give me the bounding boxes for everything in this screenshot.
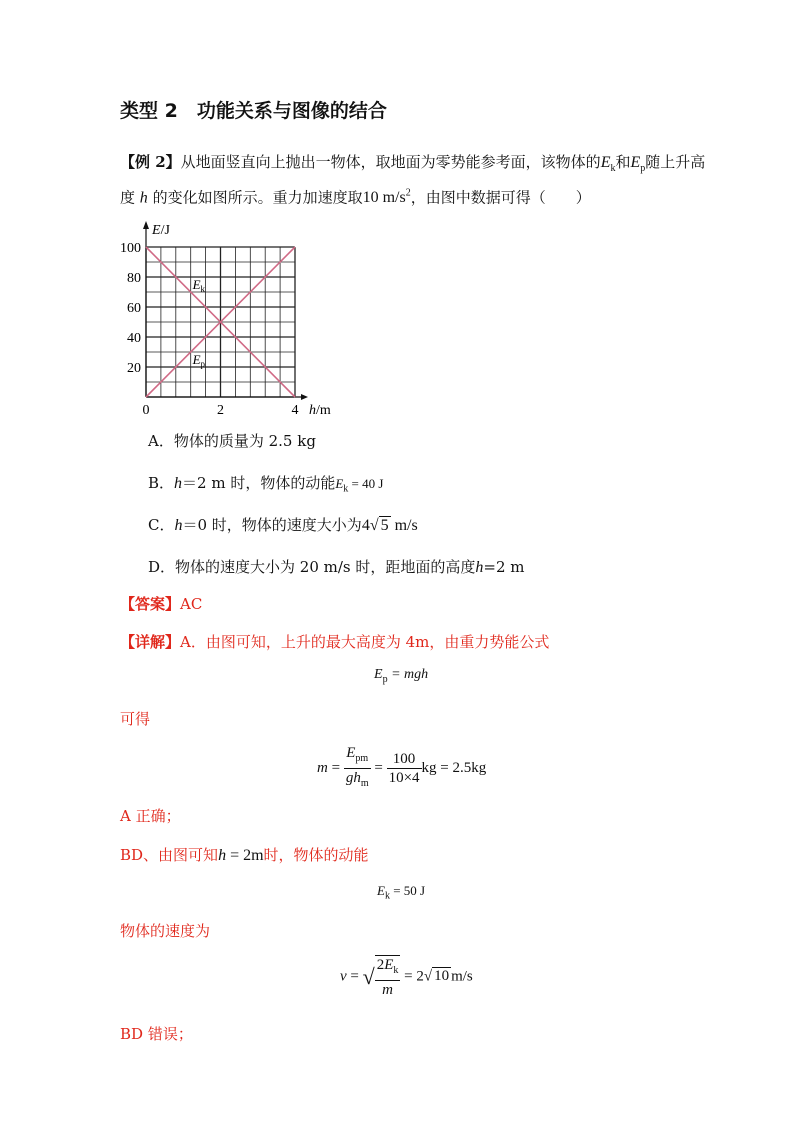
speed-text: 物体的速度为	[120, 922, 211, 940]
example-text: 从地面竖直向上抛出一物体，取地面为零势能参考面，该物体的	[180, 153, 601, 171]
bd-text-a: BD、由图可知	[120, 846, 219, 864]
chart-axes	[143, 221, 308, 400]
series-label-ek: $E_k$	[192, 277, 206, 294]
option-c-text: ＝0 时，物体的速度大小为	[182, 516, 362, 534]
y-tick-label: 20	[127, 361, 141, 376]
bd-text-b: 时，物体的动能	[263, 846, 369, 864]
option-b-h: h	[174, 475, 183, 492]
y-axis-label: E/J	[152, 223, 170, 238]
answer-label: 【答案】	[120, 595, 181, 613]
a-correct: A 正确；	[120, 807, 181, 825]
g-value: 10 $m/s^2$	[362, 188, 411, 207]
formula-speed: v = √ $\frac{2E_k}{m}$ = 2√ 10 m/s	[340, 957, 473, 998]
y-axis-arrow	[143, 221, 149, 229]
option-d-value: =2 m	[483, 558, 525, 576]
detail-label: 【详解】	[120, 633, 181, 651]
x-axis-arrow	[301, 394, 308, 400]
example-text-2c: ，由图中数据可得（ ）	[410, 188, 591, 207]
option-b	[148, 473, 383, 500]
option-b-label: B．	[148, 474, 175, 492]
bd-h-value: h = 2m	[218, 847, 264, 864]
x-tick-label: 2	[217, 403, 224, 418]
energy-height-chart	[110, 215, 350, 420]
and-text: 和	[615, 153, 631, 171]
option-a	[148, 431, 316, 451]
answer	[120, 594, 202, 614]
bd-wrong: BD 错误；	[120, 1025, 193, 1043]
option-b-text: ＝2 m 时，物体的动能	[182, 474, 336, 492]
example-line-1	[120, 152, 705, 179]
formula-mass: m = $\frac{E_{pm}}{gh_m}$ = $\frac{100}{10\times 4}$ kg = 2.5kg	[317, 745, 487, 789]
section-heading: 类型 2 功能关系与图像的结合	[120, 100, 387, 122]
example-tag: 【例 2】	[120, 153, 181, 171]
detail-line-1	[120, 632, 549, 652]
ep-symbol: $E_p$	[630, 154, 646, 175]
y-tick-label: 80	[127, 271, 141, 286]
detail-text: A．由图可知，上升的最大高度为 4m，由重力势能公式	[180, 633, 550, 651]
formula-ek-50: $E_k = 50$ J	[377, 883, 426, 902]
option-c-h: h	[174, 517, 183, 534]
option-c-speed: 4√ 5 m/s	[361, 517, 418, 534]
example-text-2a: 度	[120, 188, 136, 207]
example-line-2	[120, 184, 591, 208]
y-tick-label: 60	[127, 301, 141, 316]
example-text-end: 随上升高	[645, 153, 706, 171]
option-c	[148, 515, 418, 536]
y-tick-label: 100	[120, 241, 141, 256]
option-d-h: h	[475, 559, 484, 576]
option-d-text: D．物体的速度大小为 20 m/s 时，距地面的高度	[148, 558, 476, 576]
x-tick-label: 0	[142, 403, 150, 418]
formula-ep-mgh: $E_p$ = mgh	[374, 667, 429, 685]
option-c-label: C．	[148, 516, 175, 534]
option-a-text: A．物体的质量为 2.5 kg	[148, 432, 316, 450]
x-tick-label: 4	[291, 403, 299, 418]
bd-line	[120, 845, 369, 866]
x-axis-label: h/m	[309, 403, 331, 418]
y-tick-label: 40	[127, 331, 141, 346]
kede-text: 可得	[120, 710, 151, 728]
series-label-ep: $E_p$	[192, 352, 206, 369]
example-text-2b: 的变化如图所示。重力加速度取	[152, 188, 363, 207]
answer-value: AC	[180, 595, 203, 613]
h-symbol: h	[139, 189, 148, 207]
option-d	[148, 557, 525, 578]
option-b-ek: $E_k = 40$ J	[335, 476, 384, 495]
ek-symbol: $E_k$	[600, 154, 616, 175]
